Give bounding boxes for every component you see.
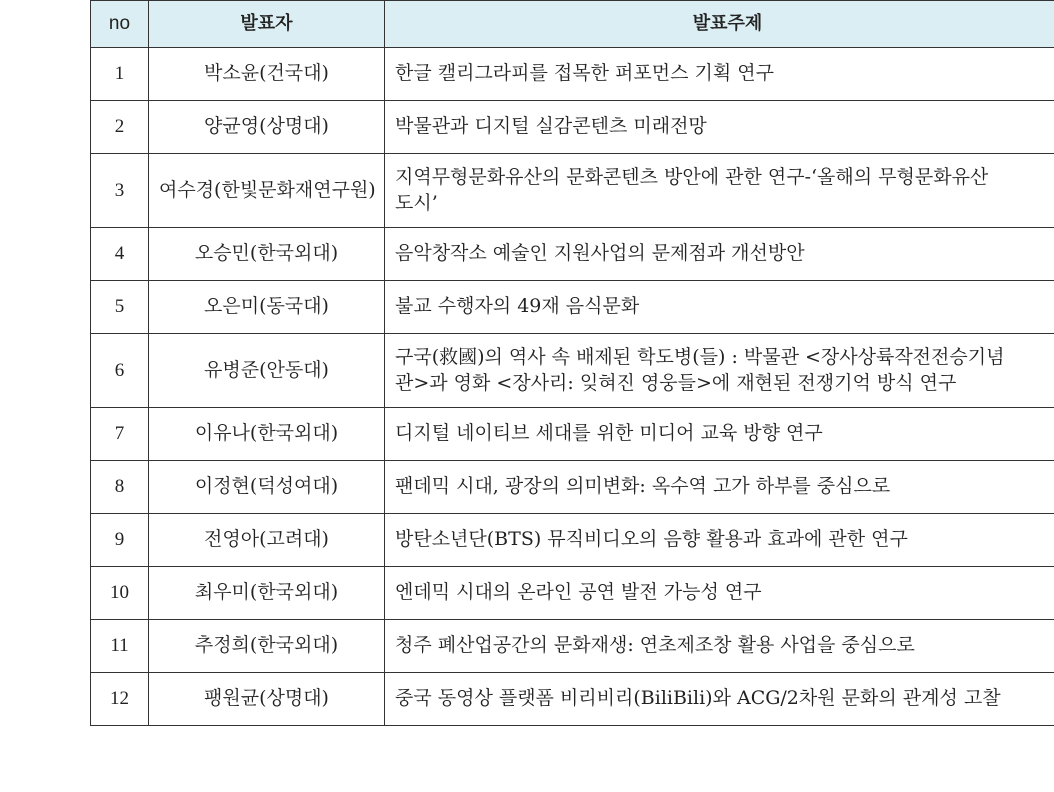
presenter-cell: 이정현(덕성여대) [149,461,385,514]
row-number: 1 [91,48,149,101]
header-presenter: 발표자 [149,1,385,48]
row-number: 7 [91,408,149,461]
row-number: 11 [91,620,149,673]
presenter-cell: 여수경(한빛문화재연구원) [149,154,385,228]
header-no: no [91,1,149,48]
table-body [91,48,1054,726]
table-row [91,514,1054,567]
table-header [91,1,1054,48]
table-row [91,154,1054,228]
topic-line: 지역무형문화유산의 문화콘텐츠 방안에 관한 연구-‘올해의 무형문화유산 [395,165,989,188]
topic-cell [385,461,1054,514]
topic-cell [385,154,1054,228]
topic-cell [385,48,1054,101]
table-row [91,48,1054,101]
table-row [91,620,1054,673]
row-number: 6 [91,334,149,408]
topic-line: 엔데믹 시대의 온라인 공연 발전 가능성 연구 [395,581,762,604]
table-row [91,101,1054,154]
table-row [91,673,1054,726]
presenter-cell: 양균영(상명대) [149,101,385,154]
topic-line: 디지털 네이티브 세대를 위한 미디어 교육 방향 연구 [395,422,823,445]
row-number: 2 [91,101,149,154]
topic-cell [385,620,1054,673]
topic-cell [385,567,1054,620]
topic-line: 방탄소년단(BTS) 뮤직비디오의 음향 활용과 효과에 관한 연구 [395,528,908,551]
topic-line: 중국 동영상 플랫폼 비리비리(BiliBili)와 ACG/2차원 문화의 관계성 고찰 [395,687,1001,710]
topic-line: 불교 수행자의 49재 음식문화 [395,295,640,318]
header-row [91,1,1054,48]
topic-line: 청주 폐산업공간의 문화재생: 연초제조창 활용 사업을 중심으로 [395,634,915,657]
presenter-cell: 팽원균(상명대) [149,673,385,726]
topic-cell [385,673,1054,726]
topic-line: 팬데믹 시대, 광장의 의미변화: 옥수역 고가 하부를 중심으로 [395,475,891,498]
row-number: 5 [91,281,149,334]
row-number: 10 [91,567,149,620]
table-row [91,461,1054,514]
presenter-cell: 전영아(고려대) [149,514,385,567]
topic-cell [385,281,1054,334]
row-number: 12 [91,673,149,726]
presenter-cell: 오은미(동국대) [149,281,385,334]
topic-cell [385,334,1054,408]
topic-cell [385,514,1054,567]
row-number: 9 [91,514,149,567]
topic-line: 관>과 영화 <장사리: 잊혀진 영웅들>에 재현된 전쟁기억 방식 연구 [395,371,957,394]
topic-cell [385,408,1054,461]
topic-cell [385,228,1054,281]
topic-line: 음악창작소 예술인 지원사업의 문제점과 개선방안 [395,242,805,265]
presenter-cell: 오승민(한국외대) [149,228,385,281]
table-row [91,567,1054,620]
topic-line: 도시’ [395,191,438,214]
topic-line: 구국(救國)의 역사 속 배제된 학도병(들) : 박물관 <장사상륙작전전승기념 [395,345,1005,368]
table-row [91,334,1054,408]
table-row [91,408,1054,461]
topic-cell [385,101,1054,154]
presenter-cell: 유병준(안동대) [149,334,385,408]
table-row [91,281,1054,334]
row-number: 3 [91,154,149,228]
row-number: 4 [91,228,149,281]
header-topic: 발표주제 [385,1,1054,48]
presenter-cell: 추정희(한국외대) [149,620,385,673]
topic-line: 박물관과 디지털 실감콘텐츠 미래전망 [395,115,707,138]
topic-line: 한글 캘리그라피를 접목한 퍼포먼스 기획 연구 [395,62,774,85]
presenter-cell: 최우미(한국외대) [149,567,385,620]
presentation-schedule-table [90,0,1054,726]
presenter-cell: 박소윤(건국대) [149,48,385,101]
presenter-cell: 이유나(한국외대) [149,408,385,461]
table-row [91,228,1054,281]
row-number: 8 [91,461,149,514]
